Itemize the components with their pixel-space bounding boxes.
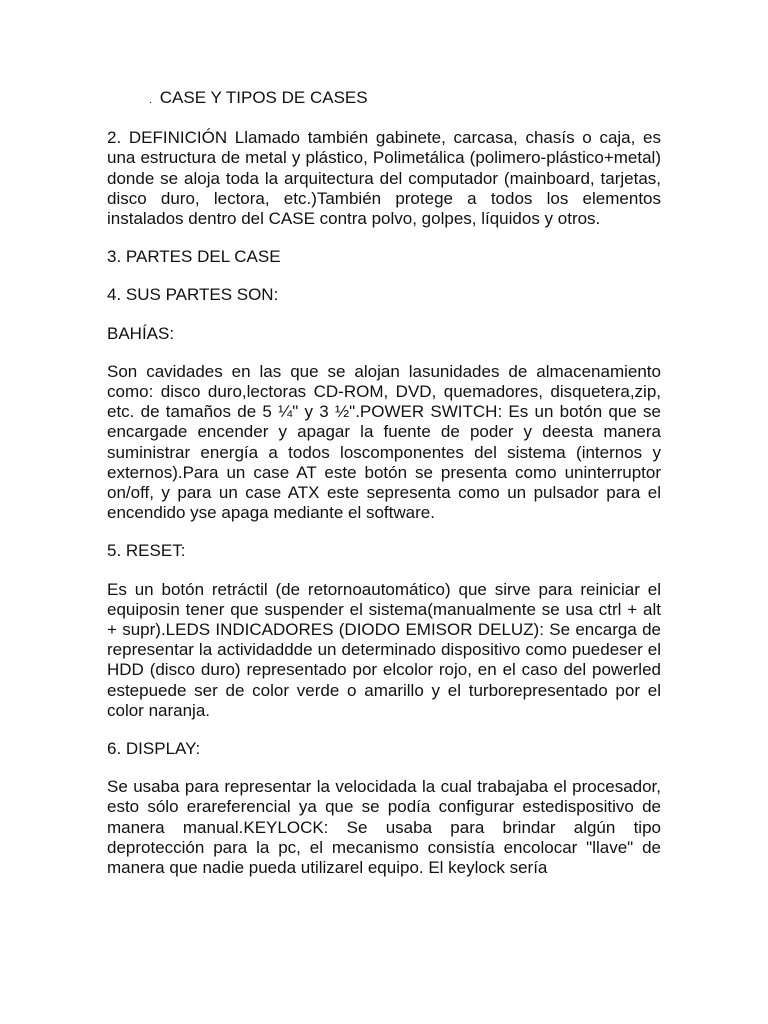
document-page	[107, 88, 661, 896]
title-text: CASE Y TIPOS DE CASES	[159, 88, 368, 107]
heading-bahias: BAHÍAS:	[107, 323, 175, 343]
heading-sus-partes: 4. SUS PARTES SON:	[107, 285, 279, 305]
heading-reset: 5. RESET:	[107, 541, 186, 561]
heading-display: 6. DISPLAY:	[107, 739, 201, 759]
paragraph-definicion: 2. DEFINICIÓN Llamado también gabinete, carcasa, chasís o caja, es una estructura de metal y plástico, Polimetálica (polimero-plástico+metal) donde se aloja toda la arquitectura del computador (mainboard, tarjetas, disco duro, lectora, etc.)También protege a todos los elementos instalados dentro del CASE contra polvo, golpes, líquidos y otros.	[107, 128, 661, 229]
document-title	[107, 88, 661, 110]
heading-partes-del-case: 3. PARTES DEL CASE	[107, 247, 281, 267]
paragraph-display: Se usaba para representar la velocidada la cual trabajaba el procesador, esto sólo erareferencial ya que se podía configurar estedispositivo de manera manual.KEYLOCK: Se usaba para brindar algún tipo deprotección para la pc, el mecanismo consistía encolocar "llave" de manera que nadie pueda utilizarel equipo. El keylock sería	[107, 777, 661, 878]
paragraph-bahias: Son cavidades en las que se alojan lasunidades de almacenamiento como: disco duro,lectoras CD-ROM, DVD, quemadores, disquetera,zip, etc. de tamaños de 5 ¼" y 3 ½".POWER SWITCH: Es un botón que se encargade encender y apagar la fuente de poder y deesta manera suministrar energía a todos loscomponentes del sistema (internos y externos).Para un case AT este botón se presenta como uninterruptor on/off, y para un case ATX este sepresenta como un pulsador para el encendido yse apaga mediante el software.	[107, 361, 661, 523]
title-bullet: .	[149, 94, 153, 106]
paragraph-reset: Es un botón retráctil (de retornoautomático) que sirve para reiniciar el equiposin tener que suspender el sistema(manualmente se usa ctrl + alt + supr).LEDS INDICADORES (DIODO EMISOR DELUZ): Se encarga de representar la actividaddde un determinado dispositivo como puedeser el HDD (disco duro) representado por elcolor rojo, en el caso del powerled estepuede ser de color verde o amarillo y el turborepresentado por el color naranja.	[107, 579, 661, 720]
